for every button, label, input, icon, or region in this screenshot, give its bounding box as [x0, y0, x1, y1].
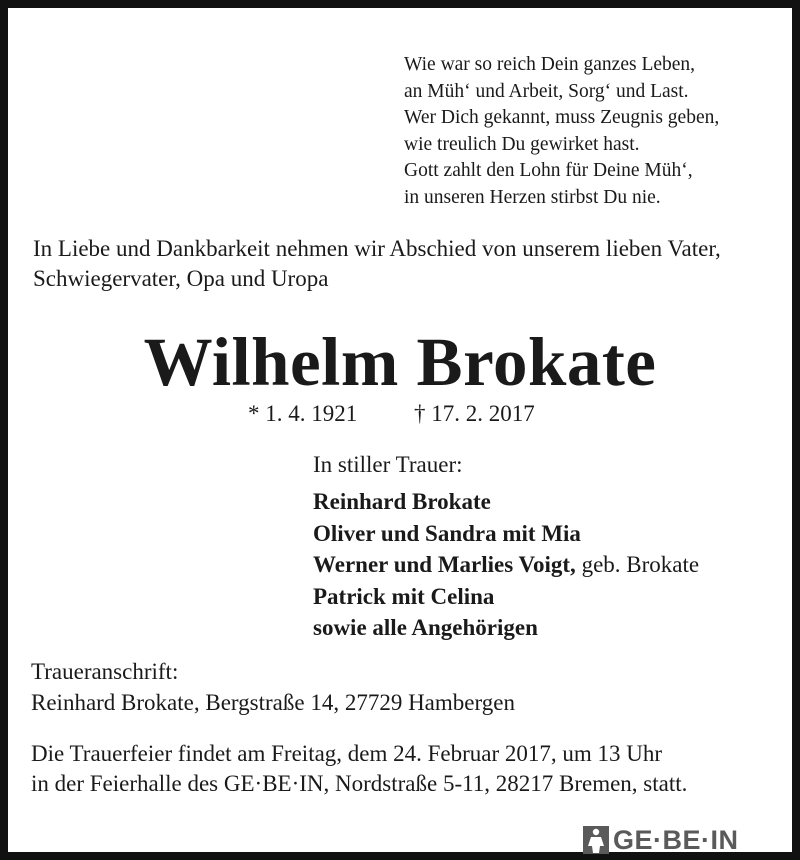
- mourner-line: [313, 612, 783, 644]
- mourning-address: [31, 656, 771, 718]
- death-date: † 17. 2. 2017: [414, 401, 535, 426]
- mourner-note: geb. Brokate: [575, 552, 700, 577]
- deceased-name: Wilhelm Brokate: [143, 324, 657, 400]
- poem-line: Wer Dich gekannt, muss Zeugnis geben,: [404, 107, 720, 128]
- mourner-name: Werner und Marlies Voigt,: [313, 552, 576, 577]
- address-value: Reinhard Brokate, Bergstraße 14, 27729 Hambergen: [31, 690, 515, 715]
- mourner-name: Oliver und Sandra mit Mia: [313, 520, 581, 546]
- poem-line: wie treulich Du gewirket hast.: [404, 133, 640, 155]
- mourner-line: [313, 549, 783, 581]
- memorial-poem: [404, 52, 774, 211]
- funeral-home-logo: [583, 824, 739, 856]
- figure-icon: [583, 826, 609, 854]
- mourners-label: In stiller Trauer:: [313, 452, 463, 477]
- poem-line: in unseren Herzen stirbst Du nie.: [404, 186, 661, 208]
- poem-line: an Müh‘ und Arbeit, Sorg‘ und Last.: [404, 80, 689, 102]
- mourner-line: [313, 486, 783, 518]
- mourner-name: Reinhard Brokate: [313, 489, 491, 514]
- ceremony-line: in der Feierhalle des GE·BE·IN, Nordstraße 5-11, 28217 Bremen, statt.: [31, 771, 688, 796]
- poem-line: Gott zahlt den Lohn für Deine Müh‘,: [404, 160, 693, 181]
- mourners-list: [313, 486, 783, 644]
- funeral-notice: [31, 739, 776, 799]
- mourner-line: [313, 581, 783, 613]
- poem-line: Wie war so reich Dein ganzes Leben,: [404, 54, 696, 75]
- logo-text: GE·BE·IN: [613, 824, 739, 855]
- ceremony-line: Die Trauerfeier findet am Freitag, dem 24. Februar 2017, um 13 Uhr: [31, 741, 663, 766]
- birth-date: * 1. 4. 1921: [248, 401, 358, 426]
- mourner-line: [313, 518, 783, 550]
- mourner-name: sowie alle Angehörigen: [313, 615, 538, 640]
- intro-text: In Liebe und Dankbarkeit nehmen wir Abschied von unserem lieben Vater, Schwiegervater, Opa und Uropa: [33, 236, 721, 291]
- mourner-name: Patrick mit Celina: [313, 583, 495, 609]
- address-label: Traueranschrift:: [31, 659, 179, 684]
